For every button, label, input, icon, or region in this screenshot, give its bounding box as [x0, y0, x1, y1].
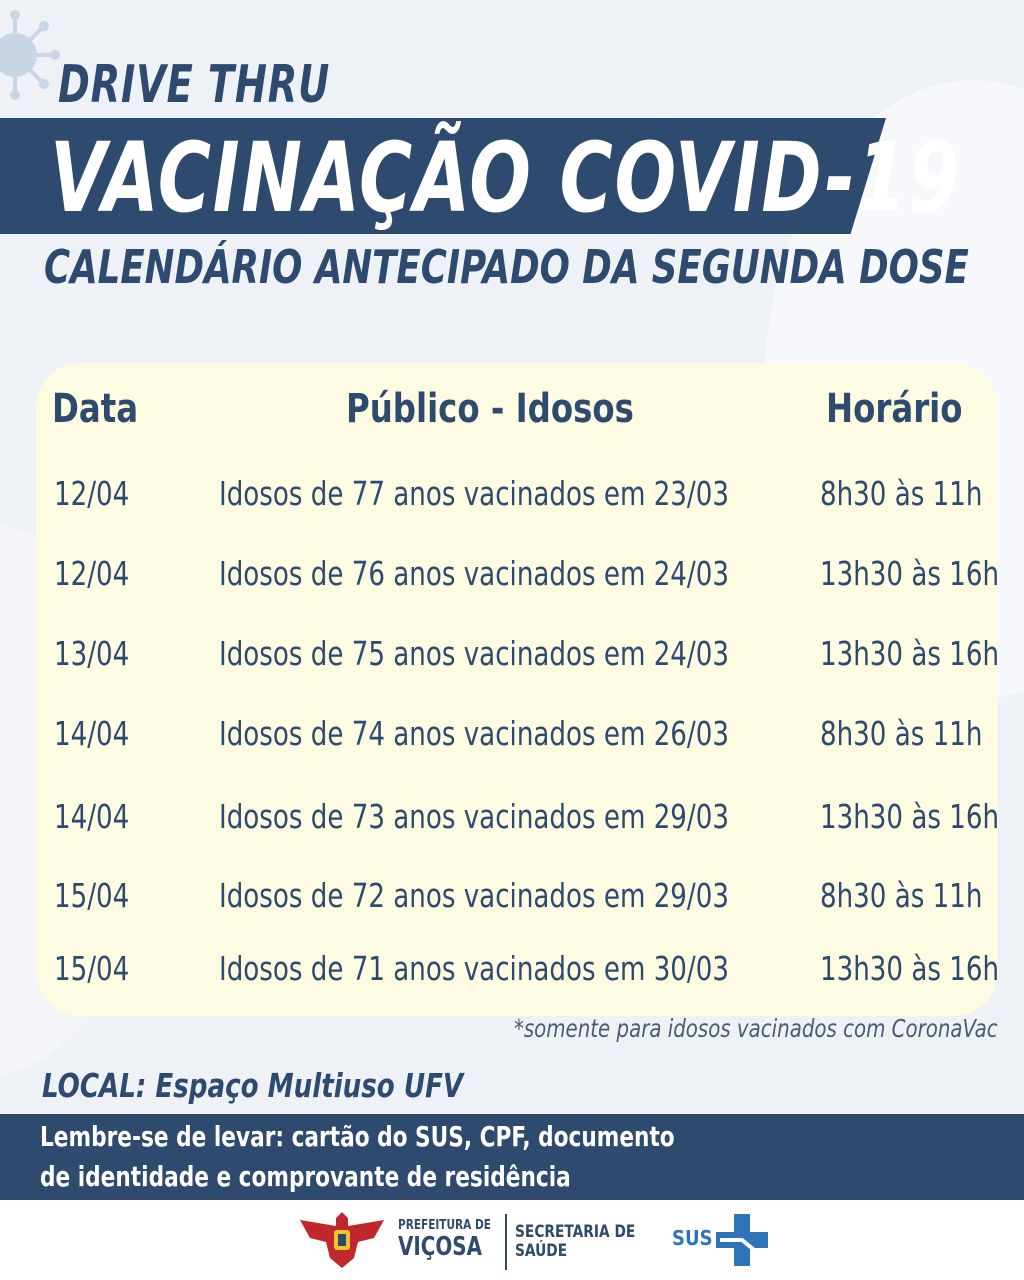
row-date: 12/04	[54, 554, 130, 593]
row-public: Idosos de 75 anos vacinados em 24/03	[219, 634, 729, 673]
table-row	[0, 876, 1024, 926]
row-time: 8h30 às 11h	[820, 474, 983, 513]
reminder-line-1: Lembre-se de levar: cartão do SUS, CPF, documento	[40, 1120, 675, 1153]
row-public: Idosos de 77 anos vacinados em 23/03	[219, 474, 729, 513]
viçosa-crest-logo	[296, 1208, 388, 1270]
column-header-date: Data	[52, 386, 139, 432]
row-time: 13h30 às 16h	[820, 634, 1000, 673]
secretaria-line-1: SECRETARIA DE	[515, 1222, 636, 1242]
row-public: Idosos de 71 anos vacinados em 30/03	[219, 949, 729, 988]
row-public: Idosos de 72 anos vacinados em 29/03	[219, 876, 729, 915]
row-time: 13h30 às 16h	[820, 797, 1000, 836]
row-time: 8h30 às 11h	[820, 876, 983, 915]
prefeitura-label: PREFEITURA DE	[398, 1218, 491, 1233]
footnote: *somente para idosos vacinados com CoronaVac	[514, 1014, 998, 1043]
reminder-line-2: de identidade e comprovante de residência	[40, 1160, 571, 1193]
row-date: 15/04	[54, 949, 130, 988]
page-subtitle: CALENDÁRIO ANTECIPADO DA SEGUNDA DOSE	[44, 240, 969, 294]
table-row	[0, 634, 1024, 684]
sus-label: SUS	[672, 1226, 713, 1250]
row-public: Idosos de 76 anos vacinados em 24/03	[219, 554, 729, 593]
secretaria-label	[515, 1223, 635, 1261]
sus-cross-logo	[716, 1214, 768, 1266]
column-header-public: Público - Idosos	[346, 386, 634, 432]
table-row	[0, 554, 1024, 604]
row-date: 12/04	[54, 474, 130, 513]
location-label: LOCAL: Espaço Multiuso UFV	[42, 1066, 464, 1105]
footer-bar	[0, 1200, 1024, 1280]
page-title: VACINAÇÃO COVID-19	[50, 122, 961, 234]
column-header-time: Horário	[826, 386, 963, 432]
row-time: 13h30 às 16h	[820, 554, 1000, 593]
row-time: 8h30 às 11h	[820, 714, 983, 753]
row-date: 14/04	[54, 714, 130, 753]
row-date: 13/04	[54, 634, 130, 673]
row-time: 13h30 às 16h	[820, 949, 1000, 988]
footer-divider	[505, 1214, 507, 1270]
table-row	[0, 474, 1024, 524]
table-row	[0, 949, 1024, 999]
vicosa-label: VIÇOSA	[398, 1232, 482, 1262]
reminder-bar	[0, 1114, 1024, 1200]
row-public: Idosos de 74 anos vacinados em 26/03	[219, 714, 729, 753]
secretaria-line-2: SAÚDE	[515, 1241, 568, 1261]
table-row	[0, 797, 1024, 847]
row-date: 14/04	[54, 797, 130, 836]
row-public: Idosos de 73 anos vacinados em 29/03	[219, 797, 729, 836]
row-date: 15/04	[54, 876, 130, 915]
header-kicker: DRIVE THRU	[58, 55, 331, 115]
table-row	[0, 714, 1024, 764]
virus-icon	[0, 10, 60, 100]
